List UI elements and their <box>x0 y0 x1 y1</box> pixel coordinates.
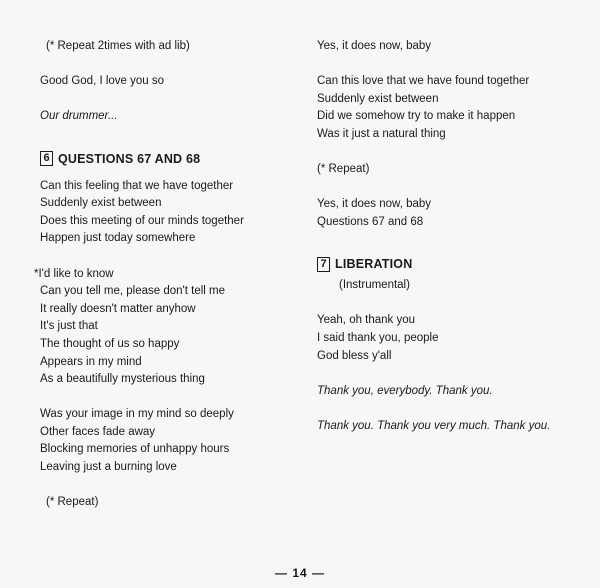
lyric-line: Appears in my mind <box>40 355 142 368</box>
lyric-line: Yes, it does now, baby <box>317 40 432 52</box>
lyric-line: Suddenly exist between <box>317 92 439 105</box>
song-heading <box>317 253 587 275</box>
lyric-line: Did we somehow try to make it happen <box>317 110 516 123</box>
lyric-line: Does this meeting of our minds together <box>40 214 244 227</box>
track-number-box: 7 <box>317 257 330 272</box>
lyric-line: Other faces fade away <box>40 425 156 438</box>
lyric-line: Was your image in my mind so deeply <box>40 408 234 421</box>
lyric-line: Yeah, oh thank you <box>317 314 416 327</box>
song-title: LIBERATION <box>335 257 413 272</box>
lyric-line: *I'd like to know <box>34 267 114 280</box>
lyric-line: It's just that <box>40 320 98 333</box>
lyric-line: I said thank you, people <box>317 331 439 344</box>
lyric-line: (* Repeat) <box>317 163 370 176</box>
lyric-line: Suddenly exist between <box>40 197 162 210</box>
lyric-line: Good God, I love you so <box>40 75 165 88</box>
lyric-line: Leaving just a burning love <box>40 461 177 474</box>
lyric-line: Thank you, everybody. Thank you. <box>317 384 493 397</box>
lyric-line: Happen just today somewhere <box>40 232 196 245</box>
lyric-line: (* Repeat) <box>46 496 99 509</box>
lyric-line: Was it just a natural thing <box>317 127 446 140</box>
lyric-line: The thought of us so happy <box>40 337 180 350</box>
lyric-line: As a beautifully mysterious thing <box>40 373 205 386</box>
lyric-line: (* Repeat 2times with ad lib) <box>46 40 190 52</box>
song-title: QUESTIONS 67 AND 68 <box>58 151 201 166</box>
lyric-line: Blocking memories of unhappy hours <box>40 443 230 456</box>
lyric-line: Thank you. Thank you very much. Thank you. <box>317 419 551 432</box>
right-column <box>317 38 587 435</box>
lyric-line: It really doesn't matter anyhow <box>40 302 196 315</box>
left-column <box>34 38 310 512</box>
page-number: — 14 — <box>274 566 325 580</box>
song-heading <box>40 148 310 170</box>
lyric-line: Our drummer... <box>40 110 118 123</box>
lyric-line: Questions 67 and 68 <box>317 215 424 228</box>
song-subtitle: (Instrumental) <box>339 279 410 292</box>
track-number-box: 6 <box>40 151 53 166</box>
lyric-line: Yes, it does now, baby <box>317 198 432 211</box>
lyric-line: Can this love that we have found together <box>317 75 530 88</box>
lyric-line: Can you tell me, please don't tell me <box>40 285 226 298</box>
lyric-line: God bless y'all <box>317 349 392 362</box>
lyric-line: Can this feeling that we have together <box>40 179 234 192</box>
